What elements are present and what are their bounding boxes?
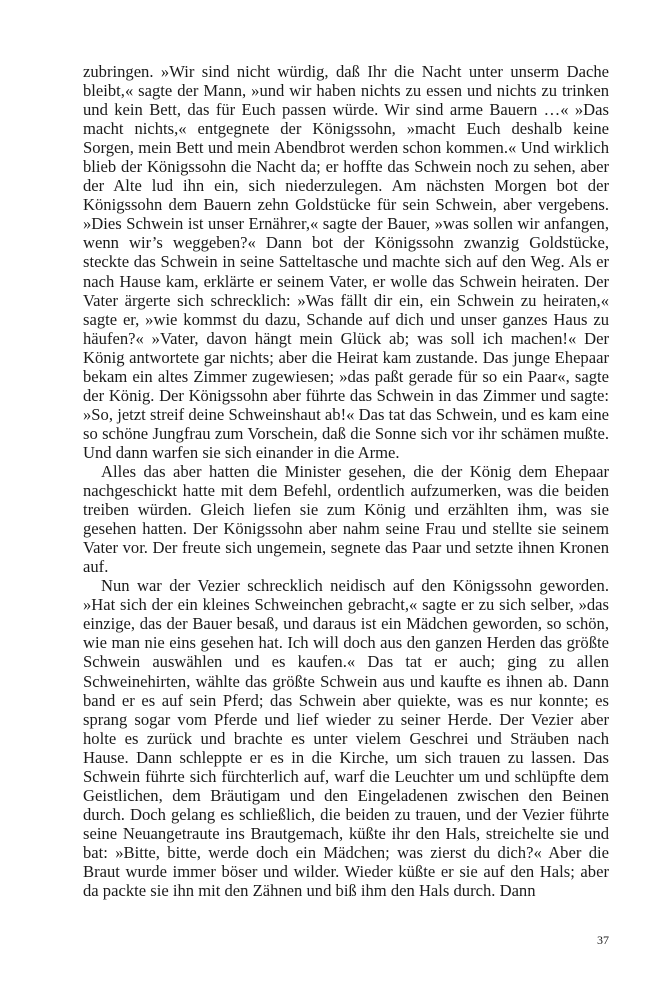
paragraph-ministers: Alles das aber hatten die Minister gesehen, die der König dem Ehepaar nachgeschickt hatte mit dem Befehl, ordentlich aufzumerken, was die beiden treiben würden. Gleich liefen sie zum König und erzählten ihm, was sie gesehen hatten. Der Königssohn aber nahm seine Frau und stellte sie seinem Vater vor. Der freute sich ungemein, segnete das Paar und setzte ihnen Kronen auf. (83, 461, 609, 577)
body-text (83, 62, 609, 900)
paragraph-continuation: zubringen. »Wir sind nicht würdig, daß Ihr die Nacht unter unserm Dache bleibt,« sagte der Mann, »und wir haben nichts zu essen und nichts zu trinken und kein Bett, das für Euch passen würde. Wir sind arme Bauern …« »Das macht nichts,« entgegnete der Königssohn, »macht Euch deshalb keine Sorgen, mein Bett und mein Abendbrot werden schon kommen.« Und wirklich blieb der Königssohn die Nacht da; er hoffte das Schwein noch zu sehen, aber der Alte lud ihn ein, sich niederzulegen. Am nächsten Morgen bot der Königssohn dem Bauern zehn Goldstücke für sein Schwein, aber vergebens. »Dies Schwein ist unser Ernährer,« sagte der Bauer, »was sollen wir anfangen, wenn wir’s weggeben?« Dann bot der Königssohn zwanzig Goldstücke, steckte das Schwein in seine Satteltasche und machte sich auf den Weg. Als er nach Hause kam, erklärte er seinem Vater, er wolle das Schwein heiraten. Der Vater ärgerte sich schrecklich: »Was fällt dir ein, ein Schwein zu heiraten,« sagte er, »wie kommst du dazu, Schande auf dich und unser ganzes Haus zu häufen?« »Vater, davon hängt mein Glück ab; was soll ich machen!« Der König antwortete gar nichts; aber die Heirat kam zustande. Das junge Ehepaar bekam ein altes Zimmer zugewiesen; »das paßt gerade für so ein Paar«, sagte der König. Der Königssohn aber führte das Schwein in das Zimmer und sagte: »So, jetzt streif deine Schweinshaut ab!« Das tat das Schwein, und es kam eine so schöne Jungfrau zum Vorschein, daß die Sonne sich vor ihr schämen mußte. Und dann warfen sie sich einander in die Arme. (83, 62, 609, 462)
paragraph-vezier: Nun war der Vezier schrecklich neidisch auf den Königssohn geworden. »Hat sich der ein kleines Schweinchen gebracht,« sagte er zu sich selber, »das einzige, das der Bauer besaß, und daraus ist ein Mädchen geworden, so schön, wie man nie eins gesehen hat. Ich will doch aus den ganzen Herden das größte Schwein auswählen und es kaufen.« Das tat er auch; ging zu allen Schweinehirten, wählte das größte Schwein aus und kaufte es ihnen ab. Dann band er es auf sein Pferd; das Schwein aber quiekte, was es nur konnte; es sprang sogar vom Pferde und lief wieder zu seiner Herde. Der Vezier aber holte es zurück und brachte es unter vielem Geschrei und Sträuben nach Hause. Dann schleppte er es in die Kirche, um sich trauen zu lassen. Das Schwein führte sich fürchterlich auf, warf die Leuchter um und schlüpfte dem Geistlichen, dem Bräutigam und den Eingeladenen zwischen den Beinen durch. Doch gelang es schließlich, die beiden zu trauen, und der Vezier führte seine Neuangetraute ins Brautgemach, küßte ihr den Hals, streichelte sie und bat: »Bitte, bitte, werde doch ein Mädchen; was zierst du dich?« Aber die Braut wurde immer böser und wilder. Wieder küßte er sie auf den Hals; aber da packte sie ihn mit den Zähnen und biß ihm den Hals durch. Dann (83, 576, 609, 901)
page-number: 37 (597, 933, 609, 947)
